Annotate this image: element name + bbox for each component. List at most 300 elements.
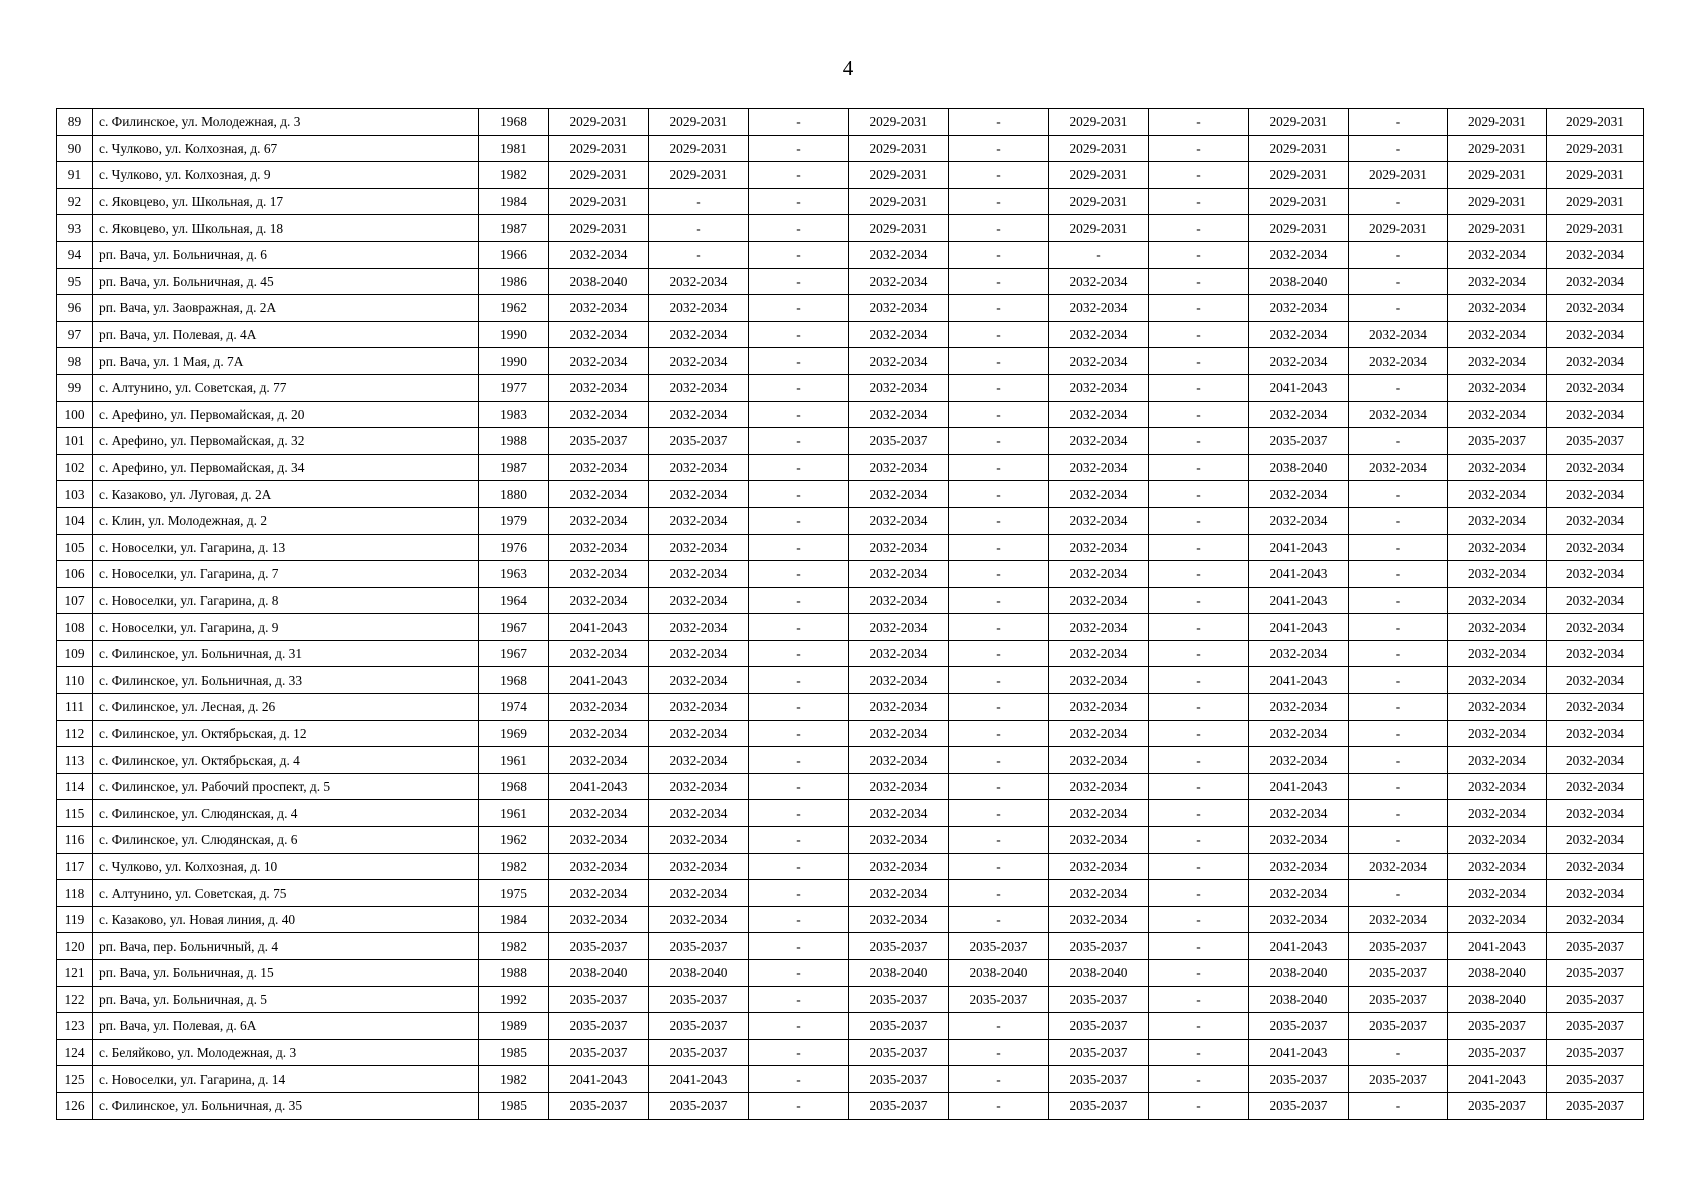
cell-period-9: -: [1349, 640, 1448, 667]
cell-row-number: 103: [57, 481, 93, 508]
table-row: [57, 321, 1644, 348]
cell-period-1: 2032-2034: [549, 720, 649, 747]
cell-period-6: 2032-2034: [1049, 853, 1149, 880]
cell-period-7: -: [1149, 268, 1249, 295]
cell-row-number: 92: [57, 188, 93, 215]
cell-period-5: -: [949, 853, 1049, 880]
cell-build-year: 1984: [479, 188, 549, 215]
cell-period-6: 2032-2034: [1049, 428, 1149, 455]
cell-period-6: 2032-2034: [1049, 747, 1149, 774]
cell-period-10: 2029-2031: [1448, 188, 1547, 215]
cell-period-4: 2035-2037: [849, 1066, 949, 1093]
cell-period-10: 2032-2034: [1448, 374, 1547, 401]
cell-period-11: 2035-2037: [1547, 986, 1644, 1013]
cell-address: рп. Вача, пер. Больничный, д. 4: [93, 933, 479, 960]
cell-row-number: 96: [57, 295, 93, 322]
cell-period-8: 2041-2043: [1249, 374, 1349, 401]
cell-period-3: -: [749, 1066, 849, 1093]
cell-period-1: 2032-2034: [549, 507, 649, 534]
cell-period-3: -: [749, 1092, 849, 1119]
cell-period-3: -: [749, 401, 849, 428]
cell-period-9: 2035-2037: [1349, 933, 1448, 960]
cell-period-7: -: [1149, 747, 1249, 774]
cell-period-9: -: [1349, 827, 1448, 854]
cell-period-6: 2032-2034: [1049, 295, 1149, 322]
cell-row-number: 95: [57, 268, 93, 295]
cell-period-9: -: [1349, 534, 1448, 561]
cell-address: с. Филинское, ул. Слюдянская, д. 6: [93, 827, 479, 854]
cell-period-5: -: [949, 428, 1049, 455]
cell-address: с. Филинское, ул. Больничная, д. 33: [93, 667, 479, 694]
cell-period-2: 2032-2034: [649, 561, 749, 588]
cell-period-5: -: [949, 667, 1049, 694]
cell-period-2: 2035-2037: [649, 428, 749, 455]
cell-period-7: -: [1149, 534, 1249, 561]
cell-period-5: -: [949, 162, 1049, 189]
cell-period-4: 2029-2031: [849, 135, 949, 162]
cell-period-10: 2032-2034: [1448, 507, 1547, 534]
cell-period-11: 2029-2031: [1547, 109, 1644, 136]
cell-period-4: 2032-2034: [849, 720, 949, 747]
cell-period-6: 2032-2034: [1049, 507, 1149, 534]
cell-period-7: -: [1149, 720, 1249, 747]
cell-period-7: -: [1149, 1066, 1249, 1093]
cell-row-number: 93: [57, 215, 93, 242]
cell-address: рп. Вача, ул. 1 Мая, д. 7А: [93, 348, 479, 375]
cell-period-9: -: [1349, 587, 1448, 614]
cell-address: рп. Вача, ул. Заовражная, д. 2А: [93, 295, 479, 322]
table-row: [57, 667, 1644, 694]
cell-period-7: -: [1149, 1039, 1249, 1066]
cell-period-10: 2032-2034: [1448, 241, 1547, 268]
cell-period-5: -: [949, 747, 1049, 774]
cell-period-10: 2041-2043: [1448, 933, 1547, 960]
cell-period-10: 2032-2034: [1448, 640, 1547, 667]
cell-period-7: -: [1149, 827, 1249, 854]
cell-build-year: 1982: [479, 853, 549, 880]
cell-period-10: 2035-2037: [1448, 428, 1547, 455]
cell-row-number: 114: [57, 773, 93, 800]
cell-period-1: 2032-2034: [549, 401, 649, 428]
cell-row-number: 117: [57, 853, 93, 880]
cell-period-3: -: [749, 188, 849, 215]
cell-row-number: 118: [57, 880, 93, 907]
cell-row-number: 115: [57, 800, 93, 827]
cell-period-7: -: [1149, 614, 1249, 641]
cell-build-year: 1990: [479, 348, 549, 375]
cell-row-number: 107: [57, 587, 93, 614]
cell-period-7: -: [1149, 1013, 1249, 1040]
cell-period-1: 2035-2037: [549, 1092, 649, 1119]
cell-period-7: -: [1149, 933, 1249, 960]
cell-period-11: 2032-2034: [1547, 268, 1644, 295]
cell-build-year: 1967: [479, 640, 549, 667]
table-row: [57, 241, 1644, 268]
cell-period-3: -: [749, 348, 849, 375]
table-row: [57, 454, 1644, 481]
cell-period-7: -: [1149, 960, 1249, 987]
cell-period-10: 2032-2034: [1448, 348, 1547, 375]
cell-period-3: -: [749, 906, 849, 933]
cell-row-number: 124: [57, 1039, 93, 1066]
cell-period-1: 2032-2034: [549, 348, 649, 375]
table-row: [57, 188, 1644, 215]
cell-address: с. Филинское, ул. Октябрьская, д. 12: [93, 720, 479, 747]
cell-period-1: 2032-2034: [549, 853, 649, 880]
cell-period-7: -: [1149, 348, 1249, 375]
cell-period-7: -: [1149, 481, 1249, 508]
cell-period-8: 2041-2043: [1249, 614, 1349, 641]
cell-period-2: 2032-2034: [649, 827, 749, 854]
cell-period-9: -: [1349, 374, 1448, 401]
cell-period-2: 2032-2034: [649, 481, 749, 508]
cell-period-10: 2032-2034: [1448, 880, 1547, 907]
cell-period-2: 2032-2034: [649, 853, 749, 880]
cell-period-9: -: [1349, 614, 1448, 641]
table-body: [57, 109, 1644, 1120]
cell-period-7: -: [1149, 215, 1249, 242]
cell-period-2: 2041-2043: [649, 1066, 749, 1093]
cell-period-1: 2029-2031: [549, 109, 649, 136]
cell-period-4: 2032-2034: [849, 295, 949, 322]
cell-period-7: -: [1149, 374, 1249, 401]
cell-period-1: 2035-2037: [549, 1039, 649, 1066]
cell-period-8: 2032-2034: [1249, 295, 1349, 322]
cell-period-11: 2032-2034: [1547, 667, 1644, 694]
cell-build-year: 1975: [479, 880, 549, 907]
cell-period-8: 2029-2031: [1249, 109, 1349, 136]
cell-row-number: 109: [57, 640, 93, 667]
cell-period-2: 2038-2040: [649, 960, 749, 987]
cell-period-7: -: [1149, 428, 1249, 455]
cell-build-year: 1981: [479, 135, 549, 162]
cell-period-6: 2032-2034: [1049, 374, 1149, 401]
cell-period-9: 2035-2037: [1349, 1013, 1448, 1040]
table-row: [57, 827, 1644, 854]
table-row: [57, 348, 1644, 375]
cell-period-10: 2032-2034: [1448, 401, 1547, 428]
table-row: [57, 960, 1644, 987]
cell-build-year: 1988: [479, 428, 549, 455]
cell-row-number: 108: [57, 614, 93, 641]
cell-build-year: 1961: [479, 800, 549, 827]
cell-period-11: 2029-2031: [1547, 188, 1644, 215]
cell-period-10: 2035-2037: [1448, 1092, 1547, 1119]
cell-period-3: -: [749, 561, 849, 588]
cell-period-11: 2035-2037: [1547, 1013, 1644, 1040]
cell-period-9: 2035-2037: [1349, 1066, 1448, 1093]
cell-build-year: 1992: [479, 986, 549, 1013]
cell-period-1: 2032-2034: [549, 906, 649, 933]
cell-period-4: 2032-2034: [849, 906, 949, 933]
cell-period-8: 2032-2034: [1249, 747, 1349, 774]
cell-period-10: 2032-2034: [1448, 454, 1547, 481]
cell-period-2: 2032-2034: [649, 773, 749, 800]
cell-build-year: 1968: [479, 667, 549, 694]
cell-address: с. Арефино, ул. Первомайская, д. 34: [93, 454, 479, 481]
cell-period-2: 2035-2037: [649, 1013, 749, 1040]
table-row: [57, 135, 1644, 162]
cell-period-4: 2032-2034: [849, 694, 949, 721]
cell-period-7: -: [1149, 561, 1249, 588]
cell-build-year: 1990: [479, 321, 549, 348]
cell-period-3: -: [749, 800, 849, 827]
cell-period-2: 2029-2031: [649, 135, 749, 162]
cell-period-8: 2032-2034: [1249, 481, 1349, 508]
cell-period-10: 2032-2034: [1448, 853, 1547, 880]
cell-period-3: -: [749, 960, 849, 987]
cell-period-7: -: [1149, 1092, 1249, 1119]
cell-period-10: 2032-2034: [1448, 481, 1547, 508]
table-row: [57, 694, 1644, 721]
cell-period-3: -: [749, 374, 849, 401]
cell-period-3: -: [749, 507, 849, 534]
cell-row-number: 121: [57, 960, 93, 987]
cell-period-4: 2035-2037: [849, 1092, 949, 1119]
cell-period-1: 2035-2037: [549, 986, 649, 1013]
cell-period-4: 2035-2037: [849, 1013, 949, 1040]
cell-period-9: 2032-2034: [1349, 853, 1448, 880]
cell-address: рп. Вача, ул. Больничная, д. 45: [93, 268, 479, 295]
cell-row-number: 98: [57, 348, 93, 375]
cell-period-10: 2032-2034: [1448, 614, 1547, 641]
cell-period-9: -: [1349, 773, 1448, 800]
cell-period-2: 2032-2034: [649, 454, 749, 481]
table-row: [57, 534, 1644, 561]
cell-period-3: -: [749, 215, 849, 242]
cell-period-6: 2032-2034: [1049, 880, 1149, 907]
cell-period-5: -: [949, 135, 1049, 162]
cell-build-year: 1989: [479, 1013, 549, 1040]
cell-period-9: -: [1349, 507, 1448, 534]
cell-period-2: 2032-2034: [649, 321, 749, 348]
cell-address: с. Новоселки, ул. Гагарина, д. 8: [93, 587, 479, 614]
cell-period-10: 2032-2034: [1448, 561, 1547, 588]
cell-build-year: 1985: [479, 1039, 549, 1066]
cell-period-5: -: [949, 1039, 1049, 1066]
cell-period-1: 2029-2031: [549, 188, 649, 215]
cell-address: с. Филинское, ул. Больничная, д. 31: [93, 640, 479, 667]
schedule-table: [56, 108, 1644, 1120]
cell-address: с. Беляйково, ул. Молодежная, д. 3: [93, 1039, 479, 1066]
cell-period-11: 2032-2034: [1547, 587, 1644, 614]
cell-period-4: 2032-2034: [849, 773, 949, 800]
cell-period-2: 2035-2037: [649, 986, 749, 1013]
cell-period-1: 2032-2034: [549, 561, 649, 588]
cell-period-7: -: [1149, 986, 1249, 1013]
cell-period-11: 2032-2034: [1547, 747, 1644, 774]
cell-period-5: -: [949, 295, 1049, 322]
cell-row-number: 104: [57, 507, 93, 534]
cell-period-11: 2032-2034: [1547, 241, 1644, 268]
cell-period-1: 2032-2034: [549, 374, 649, 401]
cell-row-number: 112: [57, 720, 93, 747]
cell-period-1: 2041-2043: [549, 614, 649, 641]
cell-period-3: -: [749, 241, 849, 268]
cell-row-number: 101: [57, 428, 93, 455]
cell-period-6: 2035-2037: [1049, 986, 1149, 1013]
cell-period-3: -: [749, 428, 849, 455]
cell-build-year: 1961: [479, 747, 549, 774]
cell-build-year: 1988: [479, 960, 549, 987]
cell-build-year: 1983: [479, 401, 549, 428]
cell-period-8: 2041-2043: [1249, 773, 1349, 800]
cell-build-year: 1987: [479, 454, 549, 481]
cell-period-7: -: [1149, 800, 1249, 827]
table-row: [57, 1066, 1644, 1093]
cell-period-1: 2032-2034: [549, 800, 649, 827]
cell-period-3: -: [749, 268, 849, 295]
cell-period-11: 2032-2034: [1547, 853, 1644, 880]
cell-build-year: 1964: [479, 587, 549, 614]
cell-period-1: 2032-2034: [549, 534, 649, 561]
cell-period-5: -: [949, 109, 1049, 136]
cell-period-5: -: [949, 534, 1049, 561]
cell-period-9: 2032-2034: [1349, 321, 1448, 348]
cell-period-10: 2032-2034: [1448, 534, 1547, 561]
cell-period-6: 2032-2034: [1049, 667, 1149, 694]
cell-period-1: 2032-2034: [549, 481, 649, 508]
cell-period-1: 2041-2043: [549, 773, 649, 800]
cell-row-number: 90: [57, 135, 93, 162]
cell-period-1: 2029-2031: [549, 215, 649, 242]
cell-period-8: 2029-2031: [1249, 162, 1349, 189]
cell-address: с. Новоселки, ул. Гагарина, д. 13: [93, 534, 479, 561]
cell-build-year: 1967: [479, 614, 549, 641]
cell-period-1: 2032-2034: [549, 747, 649, 774]
cell-address: с. Филинское, ул. Молодежная, д. 3: [93, 109, 479, 136]
cell-period-6: 2032-2034: [1049, 773, 1149, 800]
cell-period-5: -: [949, 1066, 1049, 1093]
cell-period-11: 2032-2034: [1547, 561, 1644, 588]
cell-period-9: -: [1349, 667, 1448, 694]
cell-period-4: 2032-2034: [849, 481, 949, 508]
cell-period-7: -: [1149, 188, 1249, 215]
cell-address: с. Арефино, ул. Первомайская, д. 32: [93, 428, 479, 455]
cell-period-4: 2032-2034: [849, 640, 949, 667]
cell-period-3: -: [749, 321, 849, 348]
cell-build-year: 1985: [479, 1092, 549, 1119]
cell-address: с. Филинское, ул. Слюдянская, д. 4: [93, 800, 479, 827]
cell-address: с. Алтунино, ул. Советская, д. 75: [93, 880, 479, 907]
cell-period-11: 2032-2034: [1547, 401, 1644, 428]
cell-period-8: 2035-2037: [1249, 1013, 1349, 1040]
cell-address: рп. Вача, ул. Больничная, д. 15: [93, 960, 479, 987]
cell-period-3: -: [749, 162, 849, 189]
cell-address: с. Яковцево, ул. Школьная, д. 18: [93, 215, 479, 242]
cell-period-5: -: [949, 268, 1049, 295]
cell-period-7: -: [1149, 587, 1249, 614]
cell-period-11: 2029-2031: [1547, 215, 1644, 242]
cell-build-year: 1982: [479, 162, 549, 189]
cell-period-11: 2032-2034: [1547, 800, 1644, 827]
cell-period-9: -: [1349, 241, 1448, 268]
cell-period-5: -: [949, 374, 1049, 401]
cell-period-4: 2038-2040: [849, 960, 949, 987]
cell-period-4: 2029-2031: [849, 215, 949, 242]
cell-period-3: -: [749, 534, 849, 561]
cell-build-year: 1979: [479, 507, 549, 534]
cell-period-11: 2032-2034: [1547, 454, 1644, 481]
cell-period-9: -: [1349, 135, 1448, 162]
cell-period-10: 2032-2034: [1448, 295, 1547, 322]
cell-row-number: 125: [57, 1066, 93, 1093]
cell-period-4: 2032-2034: [849, 534, 949, 561]
cell-period-2: 2032-2034: [649, 747, 749, 774]
cell-period-9: 2035-2037: [1349, 960, 1448, 987]
cell-period-1: 2035-2037: [549, 428, 649, 455]
cell-period-10: 2029-2031: [1448, 215, 1547, 242]
cell-period-11: 2032-2034: [1547, 534, 1644, 561]
cell-period-8: 2038-2040: [1249, 986, 1349, 1013]
cell-period-6: -: [1049, 241, 1149, 268]
cell-period-5: -: [949, 880, 1049, 907]
cell-period-7: -: [1149, 880, 1249, 907]
cell-period-2: 2035-2037: [649, 933, 749, 960]
cell-period-5: -: [949, 640, 1049, 667]
table-row: [57, 614, 1644, 641]
table-row: [57, 587, 1644, 614]
cell-period-1: 2035-2037: [549, 1013, 649, 1040]
cell-row-number: 119: [57, 906, 93, 933]
table-row: [57, 773, 1644, 800]
cell-period-4: 2032-2034: [849, 853, 949, 880]
cell-address: с. Клин, ул. Молодежная, д. 2: [93, 507, 479, 534]
cell-period-5: -: [949, 1013, 1049, 1040]
cell-period-5: 2035-2037: [949, 933, 1049, 960]
cell-period-10: 2032-2034: [1448, 720, 1547, 747]
cell-period-1: 2038-2040: [549, 960, 649, 987]
cell-period-9: 2029-2031: [1349, 162, 1448, 189]
cell-period-10: 2032-2034: [1448, 906, 1547, 933]
cell-period-7: -: [1149, 906, 1249, 933]
cell-build-year: 1982: [479, 933, 549, 960]
cell-period-9: 2032-2034: [1349, 348, 1448, 375]
cell-period-11: 2032-2034: [1547, 348, 1644, 375]
cell-period-3: -: [749, 640, 849, 667]
cell-period-2: 2032-2034: [649, 401, 749, 428]
cell-period-4: 2032-2034: [849, 747, 949, 774]
cell-row-number: 110: [57, 667, 93, 694]
table-row: [57, 481, 1644, 508]
cell-period-3: -: [749, 986, 849, 1013]
cell-period-10: 2032-2034: [1448, 667, 1547, 694]
cell-build-year: 1976: [479, 534, 549, 561]
cell-period-3: -: [749, 135, 849, 162]
cell-period-1: 2032-2034: [549, 640, 649, 667]
cell-period-3: -: [749, 747, 849, 774]
cell-period-10: 2032-2034: [1448, 321, 1547, 348]
cell-period-2: 2032-2034: [649, 694, 749, 721]
cell-period-4: 2035-2037: [849, 428, 949, 455]
cell-period-4: 2032-2034: [849, 348, 949, 375]
cell-build-year: 1984: [479, 906, 549, 933]
cell-address: с. Филинское, ул. Октябрьская, д. 4: [93, 747, 479, 774]
cell-period-2: 2032-2034: [649, 587, 749, 614]
cell-period-6: 2032-2034: [1049, 640, 1149, 667]
cell-period-3: -: [749, 933, 849, 960]
cell-period-5: -: [949, 800, 1049, 827]
cell-period-8: 2032-2034: [1249, 720, 1349, 747]
cell-period-11: 2029-2031: [1547, 135, 1644, 162]
cell-period-3: -: [749, 667, 849, 694]
cell-period-5: -: [949, 773, 1049, 800]
cell-period-7: -: [1149, 295, 1249, 322]
cell-period-1: 2032-2034: [549, 321, 649, 348]
cell-period-4: 2029-2031: [849, 109, 949, 136]
cell-period-4: 2032-2034: [849, 321, 949, 348]
cell-row-number: 89: [57, 109, 93, 136]
